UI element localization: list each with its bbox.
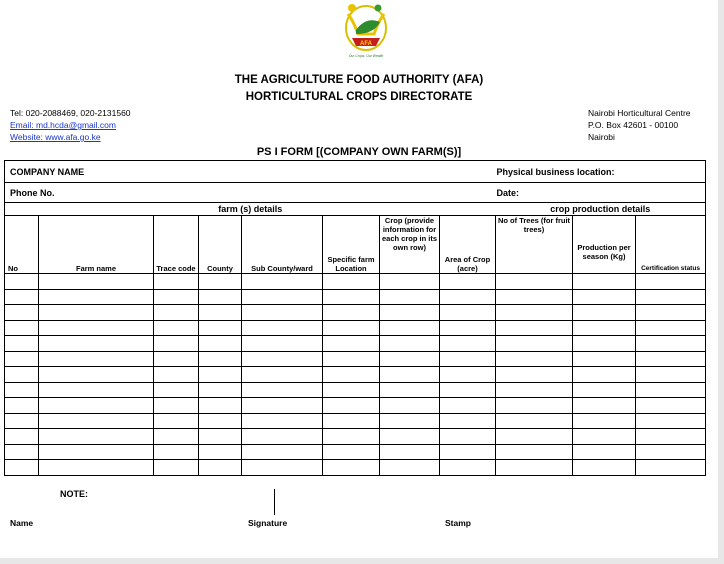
col-specific-location: Specific farm Location xyxy=(323,216,380,274)
table-cell[interactable] xyxy=(440,320,496,336)
email-line xyxy=(10,119,131,131)
crop-details-header: crop production details xyxy=(496,203,706,216)
table-cell[interactable] xyxy=(636,398,706,414)
form-title: PS I FORM [(COMPANY OWN FARM(S)] xyxy=(256,146,462,158)
table-cell[interactable] xyxy=(39,444,154,460)
table-cell[interactable] xyxy=(573,305,636,321)
table-cell[interactable] xyxy=(242,274,323,290)
table-cell[interactable] xyxy=(199,444,242,460)
table-cell[interactable] xyxy=(323,320,380,336)
table-cell[interactable] xyxy=(380,460,440,476)
table-cell[interactable] xyxy=(496,289,573,305)
table-cell[interactable] xyxy=(636,382,706,398)
table-cell[interactable] xyxy=(5,305,39,321)
table-cell[interactable] xyxy=(380,305,440,321)
table-cell[interactable] xyxy=(242,413,323,429)
table-cell[interactable] xyxy=(5,320,39,336)
farm-details-header: farm (s) details xyxy=(5,203,496,216)
stamp-label: Stamp xyxy=(445,518,471,528)
table-row xyxy=(5,274,706,290)
table-cell[interactable] xyxy=(5,429,39,445)
table-row xyxy=(5,320,706,336)
table-cell[interactable] xyxy=(440,413,496,429)
table-cell[interactable] xyxy=(573,274,636,290)
table-cell[interactable] xyxy=(154,320,199,336)
table-row xyxy=(5,367,706,383)
table-cell[interactable] xyxy=(199,305,242,321)
table-row xyxy=(5,289,706,305)
table-cell[interactable] xyxy=(199,413,242,429)
table-cell[interactable] xyxy=(5,382,39,398)
website-link[interactable]: www.afa.go.ke xyxy=(45,132,101,142)
col-production: Production per season (Kg) xyxy=(573,216,636,274)
table-cell[interactable] xyxy=(380,444,440,460)
table-cell[interactable] xyxy=(636,413,706,429)
table-cell[interactable] xyxy=(39,305,154,321)
table-cell[interactable] xyxy=(5,336,39,352)
table-cell[interactable] xyxy=(573,336,636,352)
website-label[interactable]: Website: xyxy=(10,132,46,142)
table-cell[interactable] xyxy=(573,429,636,445)
table-cell[interactable] xyxy=(199,367,242,383)
table-cell[interactable] xyxy=(199,460,242,476)
table-cell[interactable] xyxy=(199,429,242,445)
table-cell[interactable] xyxy=(636,320,706,336)
table-cell[interactable] xyxy=(199,351,242,367)
table-cell[interactable] xyxy=(5,351,39,367)
name-label: Name xyxy=(10,518,34,528)
table-cell[interactable] xyxy=(323,444,380,460)
table-cell[interactable] xyxy=(5,398,39,414)
table-cell[interactable] xyxy=(496,274,573,290)
table-cell[interactable] xyxy=(154,460,199,476)
col-no: No xyxy=(5,216,39,274)
email-label[interactable]: Email: xyxy=(10,120,36,130)
table-cell[interactable] xyxy=(154,444,199,460)
col-farm-name: Farm name xyxy=(39,216,154,274)
table-row xyxy=(5,351,706,367)
table-cell[interactable] xyxy=(199,398,242,414)
table-cell[interactable] xyxy=(496,460,573,476)
table-cell[interactable] xyxy=(39,413,154,429)
table-cell[interactable] xyxy=(380,398,440,414)
table-cell[interactable] xyxy=(242,336,323,352)
table-cell[interactable] xyxy=(323,289,380,305)
table-cell[interactable] xyxy=(242,382,323,398)
table-row xyxy=(5,382,706,398)
table-cell[interactable] xyxy=(496,413,573,429)
table-cell[interactable] xyxy=(636,305,706,321)
table-cell[interactable] xyxy=(39,429,154,445)
table-cell[interactable] xyxy=(496,305,573,321)
table-cell[interactable] xyxy=(440,367,496,383)
table-cell[interactable] xyxy=(154,274,199,290)
note-label: NOTE: xyxy=(60,489,88,499)
date-field[interactable]: Date: xyxy=(496,183,706,203)
address-line-1: Nairobi Horticultural Centre xyxy=(588,108,691,118)
table-cell[interactable] xyxy=(573,398,636,414)
table-cell[interactable] xyxy=(5,367,39,383)
table-cell[interactable] xyxy=(5,289,39,305)
col-county: County xyxy=(199,216,242,274)
table-cell[interactable] xyxy=(5,274,39,290)
directorate-title: HORTICULTURAL CROPS DIRECTORATE xyxy=(245,91,473,103)
table-cell[interactable] xyxy=(636,336,706,352)
table-cell[interactable] xyxy=(636,289,706,305)
table-cell[interactable] xyxy=(573,413,636,429)
table-cell[interactable] xyxy=(154,382,199,398)
table-cell[interactable] xyxy=(573,460,636,476)
table-cell[interactable] xyxy=(440,274,496,290)
table-cell[interactable] xyxy=(323,429,380,445)
table-cell[interactable] xyxy=(242,398,323,414)
contact-right xyxy=(588,107,691,143)
table-cell[interactable] xyxy=(636,274,706,290)
table-cell[interactable] xyxy=(5,413,39,429)
address-line-3: Nairobi xyxy=(588,132,615,142)
logo-text: AFA xyxy=(360,41,372,47)
table-cell[interactable] xyxy=(39,460,154,476)
farm-form-table xyxy=(4,160,706,476)
table-cell[interactable] xyxy=(154,429,199,445)
table-cell[interactable] xyxy=(496,398,573,414)
table-cell[interactable] xyxy=(323,367,380,383)
table-cell[interactable] xyxy=(154,351,199,367)
table-cell[interactable] xyxy=(242,429,323,445)
table-cell[interactable] xyxy=(496,351,573,367)
table-cell[interactable] xyxy=(199,320,242,336)
table-cell[interactable] xyxy=(323,336,380,352)
table-cell[interactable] xyxy=(380,274,440,290)
business-location-field[interactable]: Physical business location: xyxy=(496,161,706,183)
table-body xyxy=(5,274,706,476)
table-cell[interactable] xyxy=(242,444,323,460)
table-cell[interactable] xyxy=(39,274,154,290)
table-row xyxy=(5,460,706,476)
table-cell[interactable] xyxy=(380,413,440,429)
table-cell[interactable] xyxy=(573,351,636,367)
table-cell[interactable] xyxy=(242,320,323,336)
table-cell[interactable] xyxy=(636,367,706,383)
table-cell[interactable] xyxy=(199,274,242,290)
table-cell[interactable] xyxy=(39,367,154,383)
table-cell[interactable] xyxy=(154,336,199,352)
table-cell[interactable] xyxy=(380,320,440,336)
table-cell[interactable] xyxy=(573,444,636,460)
table-cell[interactable] xyxy=(154,305,199,321)
table-cell[interactable] xyxy=(323,351,380,367)
table-cell[interactable] xyxy=(242,305,323,321)
table-cell[interactable] xyxy=(440,336,496,352)
table-cell[interactable] xyxy=(636,429,706,445)
table-cell[interactable] xyxy=(39,351,154,367)
table-cell[interactable] xyxy=(323,382,380,398)
table-cell[interactable] xyxy=(323,460,380,476)
authority-title: THE AGRICULTURE FOOD AUTHORITY (AFA) xyxy=(234,74,484,86)
table-cell[interactable] xyxy=(573,289,636,305)
table-row xyxy=(5,429,706,445)
table-cell[interactable] xyxy=(154,367,199,383)
table-cell[interactable] xyxy=(154,398,199,414)
table-cell[interactable] xyxy=(380,351,440,367)
website-line xyxy=(10,131,131,143)
signature-divider xyxy=(274,489,275,515)
col-certification: Certification status xyxy=(636,216,706,274)
table-cell[interactable] xyxy=(242,367,323,383)
table-cell[interactable] xyxy=(440,305,496,321)
table-cell[interactable] xyxy=(199,336,242,352)
table-cell[interactable] xyxy=(380,382,440,398)
table-cell[interactable] xyxy=(199,382,242,398)
table-cell[interactable] xyxy=(5,460,39,476)
table-cell[interactable] xyxy=(323,274,380,290)
col-sub-county: Sub County/ward xyxy=(242,216,323,274)
logo-tagline: Our Crops, Our Wealth xyxy=(348,54,384,58)
table-cell[interactable] xyxy=(636,444,706,460)
table-cell[interactable] xyxy=(496,444,573,460)
col-trace-code: Trace code xyxy=(154,216,199,274)
table-cell[interactable] xyxy=(380,429,440,445)
table-row xyxy=(5,444,706,460)
table-cell[interactable] xyxy=(5,444,39,460)
table-cell[interactable] xyxy=(496,336,573,352)
table-cell[interactable] xyxy=(440,398,496,414)
table-cell[interactable] xyxy=(154,289,199,305)
phone-field[interactable]: Phone No. xyxy=(5,183,496,203)
table-row xyxy=(5,398,706,414)
email-link[interactable]: md.hcda@gmail.com xyxy=(35,120,116,130)
table-cell[interactable] xyxy=(380,289,440,305)
table-cell[interactable] xyxy=(323,398,380,414)
table-cell[interactable] xyxy=(636,460,706,476)
table-cell[interactable] xyxy=(496,367,573,383)
table-cell[interactable] xyxy=(440,460,496,476)
table-cell[interactable] xyxy=(440,444,496,460)
address-line-2: P.O. Box 42601 - 00100 xyxy=(588,120,679,130)
table-cell[interactable] xyxy=(154,413,199,429)
table-cell[interactable] xyxy=(380,336,440,352)
col-trees: No of Trees (for fruit trees) xyxy=(496,216,573,274)
table-cell[interactable] xyxy=(199,289,242,305)
table-row xyxy=(5,413,706,429)
table-cell[interactable] xyxy=(242,351,323,367)
table-cell[interactable] xyxy=(242,289,323,305)
col-crop: Crop (provide information for each crop in its own row) xyxy=(380,216,440,274)
table-row xyxy=(5,305,706,321)
company-name-field[interactable]: COMPANY NAME xyxy=(5,161,496,183)
table-cell[interactable] xyxy=(39,398,154,414)
table-cell[interactable] xyxy=(440,382,496,398)
table-cell[interactable] xyxy=(440,429,496,445)
table-cell[interactable] xyxy=(323,413,380,429)
table-cell[interactable] xyxy=(496,382,573,398)
table-cell[interactable] xyxy=(39,320,154,336)
signature-label: Signature xyxy=(248,518,288,528)
table-cell[interactable] xyxy=(440,289,496,305)
table-cell[interactable] xyxy=(39,382,154,398)
table-cell[interactable] xyxy=(39,289,154,305)
table-row xyxy=(5,336,706,352)
contact-left xyxy=(10,107,131,143)
afa-logo xyxy=(334,0,398,64)
table-cell[interactable] xyxy=(636,351,706,367)
table-cell[interactable] xyxy=(496,429,573,445)
tel-line: Tel: 020-2088469, 020-2131560 xyxy=(10,108,131,118)
col-area: Area of Crop (acre) xyxy=(440,216,496,274)
table-cell[interactable] xyxy=(496,320,573,336)
table-cell[interactable] xyxy=(573,382,636,398)
table-cell[interactable] xyxy=(242,460,323,476)
table-cell[interactable] xyxy=(323,305,380,321)
table-cell[interactable] xyxy=(380,367,440,383)
table-cell[interactable] xyxy=(39,336,154,352)
table-cell[interactable] xyxy=(573,367,636,383)
table-cell[interactable] xyxy=(440,351,496,367)
table-cell[interactable] xyxy=(573,320,636,336)
